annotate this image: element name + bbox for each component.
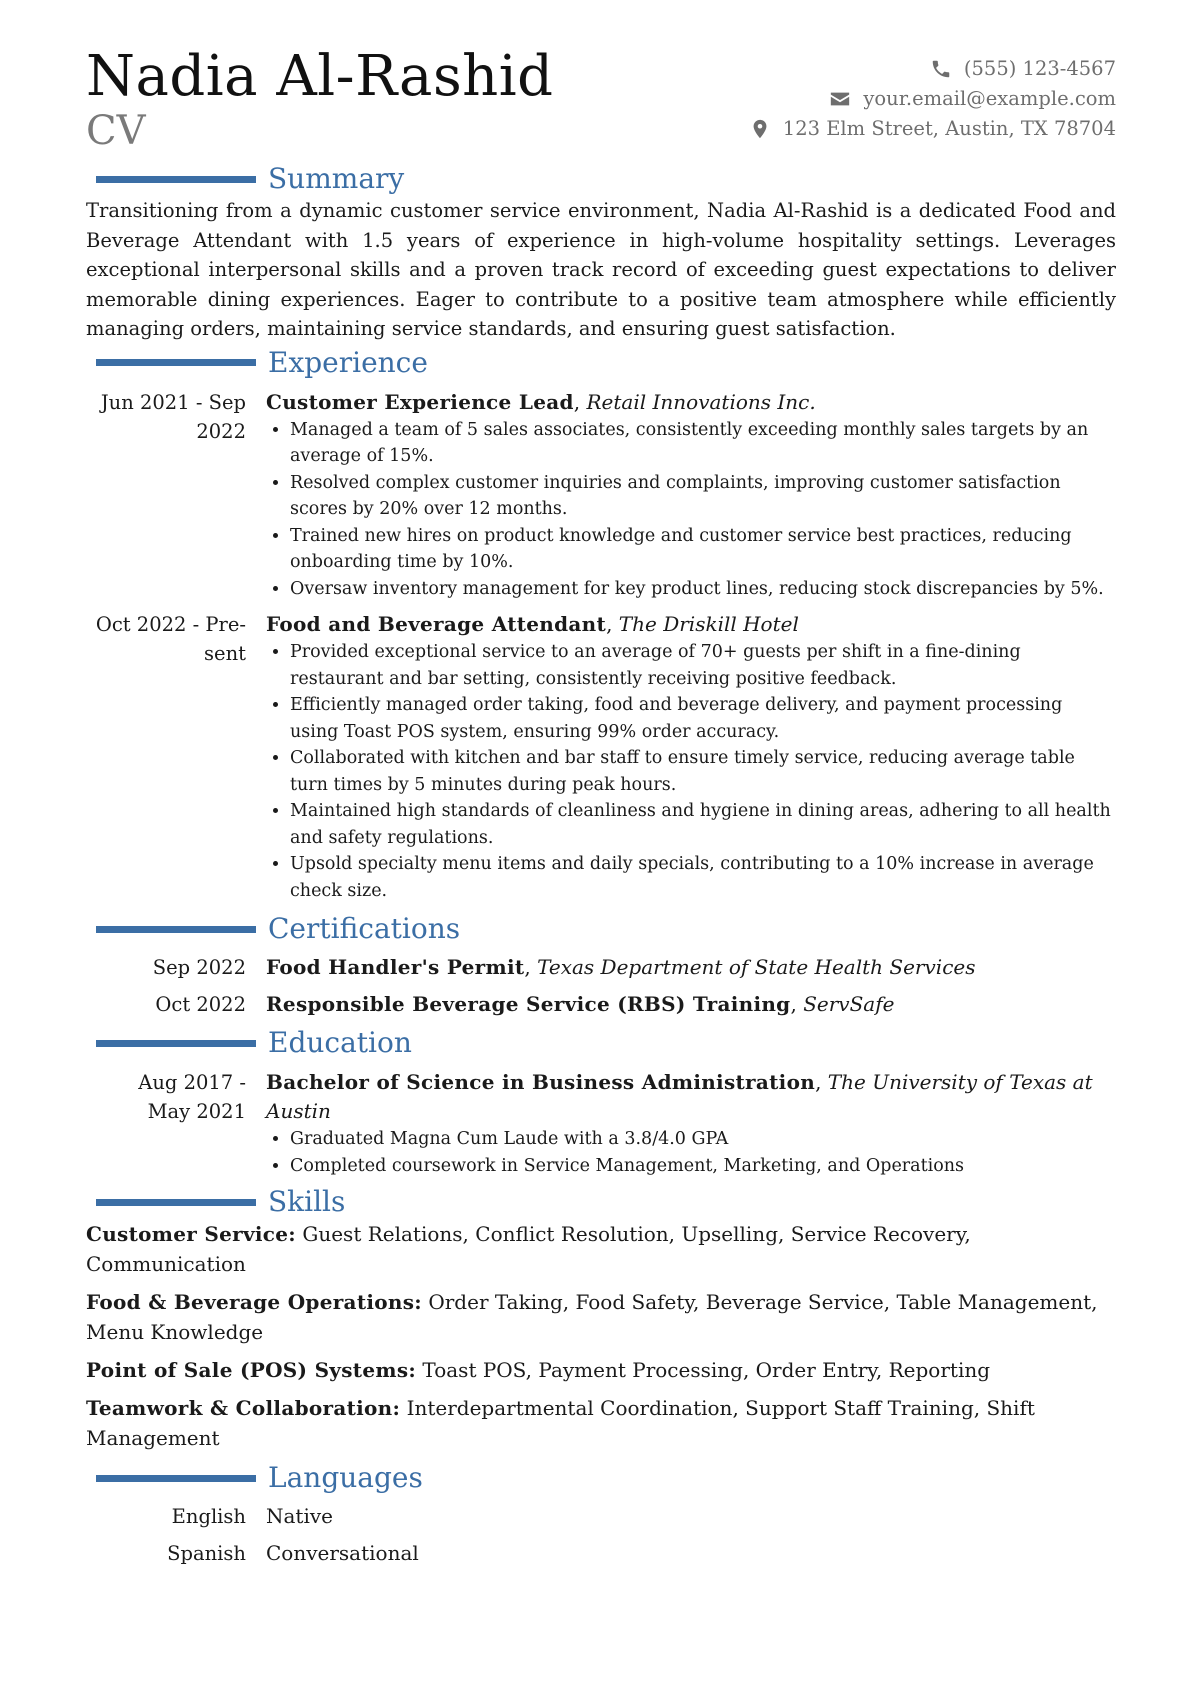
section-education-heading bbox=[86, 1026, 1116, 1060]
cv-header bbox=[86, 46, 1116, 160]
entry-date: Sep 2022 bbox=[152, 956, 246, 979]
section-title: Education bbox=[268, 1026, 412, 1059]
cv-page bbox=[86, 46, 1116, 1569]
certification-entry bbox=[86, 952, 1116, 983]
list-item: • Upsold specialty menu items and daily specials, contributing to a 10% increase in average check size. bbox=[290, 851, 1116, 904]
experience-entry bbox=[86, 610, 1116, 904]
entry-title: Responsible Beverage Service (RBS) Training, ServSafe bbox=[266, 992, 895, 1016]
language-level: Native bbox=[266, 1504, 333, 1528]
contact-block bbox=[749, 54, 1116, 144]
section-divider-bar bbox=[96, 1475, 256, 1482]
contact-phone bbox=[749, 54, 1116, 84]
entry-date bbox=[86, 388, 266, 603]
date-line: May 2021 bbox=[147, 1100, 246, 1123]
skill-row bbox=[86, 1287, 1116, 1347]
section-summary-heading bbox=[86, 162, 1116, 196]
job-role: Customer Experience Lead bbox=[266, 389, 574, 414]
certification-entry bbox=[86, 989, 1116, 1020]
phone-icon bbox=[930, 58, 952, 80]
map-pin-icon bbox=[749, 118, 771, 140]
list-item: • Efficiently managed order taking, food and beverage delivery, and payment processing using Toast POS system, ensuring 99% order accuracy. bbox=[290, 692, 1116, 745]
section-divider-bar bbox=[96, 1199, 256, 1206]
skill-items: Guest Relations, Conflict Resolution, Upselling, Service Recovery, Communication bbox=[86, 1222, 971, 1276]
date-line: Jun 2021 - Sep bbox=[100, 390, 246, 414]
contact-address bbox=[749, 114, 1116, 144]
section-divider-bar bbox=[96, 359, 256, 366]
language-level: Conversational bbox=[266, 1541, 419, 1565]
language-name: English bbox=[171, 1505, 246, 1528]
list-item: • Oversaw inventory management for key product lines, reducing stock discrepancies by 5%. bbox=[290, 576, 1116, 603]
issuer: ServSafe bbox=[803, 992, 895, 1016]
list-item: • Graduated Magna Cum Laude with a 3.8/4.0 GPA bbox=[290, 1126, 1116, 1153]
contact-email bbox=[749, 84, 1116, 114]
list-item: • Completed coursework in Service Management, Marketing, and Operations bbox=[290, 1153, 1116, 1180]
document-subtitle: CV bbox=[86, 108, 146, 154]
bullet-list bbox=[266, 417, 1116, 603]
issuer: Texas Department of State Health Services bbox=[537, 955, 976, 979]
section-title: Certifications bbox=[268, 912, 461, 945]
entry-date bbox=[86, 1068, 266, 1179]
list-item: • Collaborated with kitchen and bar staff to ensure timely service, reducing average table turn times by 5 minutes during peak hours. bbox=[290, 745, 1116, 798]
date-line: sent bbox=[204, 642, 246, 665]
section-experience-heading bbox=[86, 346, 1116, 380]
entry-title: Bachelor of Science in Business Administration, The University of Texas at Austin bbox=[266, 1070, 1093, 1123]
date-line: Aug 2017 - bbox=[138, 1071, 246, 1094]
entry-body bbox=[266, 1068, 1116, 1179]
language-entry bbox=[86, 1538, 1116, 1569]
skill-row bbox=[86, 1393, 1116, 1453]
entry-title: Food and Beverage Attendant, The Driskill Hotel bbox=[266, 612, 799, 636]
skill-items: Toast POS, Payment Processing, Order Entry, Reporting bbox=[422, 1358, 991, 1382]
section-title: Experience bbox=[268, 345, 428, 379]
entry-body bbox=[266, 610, 1116, 904]
employer: The Driskill Hotel bbox=[618, 612, 799, 636]
degree: Bachelor of Science in Business Administration bbox=[266, 1070, 816, 1094]
section-title: Skills bbox=[268, 1185, 346, 1218]
skill-row bbox=[86, 1355, 1116, 1385]
entry-title: Customer Experience Lead, Retail Innovations Inc. bbox=[266, 389, 816, 414]
entry-body bbox=[266, 388, 1116, 603]
email-address[interactable]: your.email@example.com bbox=[863, 87, 1116, 110]
skill-category: Point of Sale (POS) Systems: bbox=[86, 1358, 417, 1382]
language-name: Spanish bbox=[167, 1542, 246, 1565]
section-divider-bar bbox=[96, 926, 256, 933]
phone-number[interactable]: (555) 123-4567 bbox=[963, 57, 1116, 80]
job-role: Food and Beverage Attendant bbox=[266, 612, 607, 636]
skill-category: Teamwork & Collaboration: bbox=[86, 1396, 401, 1420]
skill-category: Food & Beverage Operations: bbox=[86, 1290, 422, 1314]
list-item: • Maintained high standards of cleanliness and hygiene in dining areas, adhering to all health and safety regulations. bbox=[290, 798, 1116, 851]
bullet-list bbox=[266, 639, 1116, 904]
language-entry bbox=[86, 1501, 1116, 1532]
experience-entry bbox=[86, 388, 1116, 603]
list-item: • Resolved complex customer inquiries and complaints, improving customer satisfaction scores by 20% over 12 months. bbox=[290, 470, 1116, 523]
candidate-name: Nadia Al-Rashid bbox=[86, 44, 554, 109]
education-entry bbox=[86, 1068, 1116, 1179]
entry-date bbox=[86, 610, 266, 904]
skill-items: Order Taking, Food Safety, Beverage Service, Table Management, Menu Knowledge bbox=[86, 1290, 1098, 1344]
envelope-icon bbox=[829, 88, 851, 110]
list-item: • Trained new hires on product knowledge and customer service best practices, reducing onboarding time by 10%. bbox=[290, 523, 1116, 576]
section-title: Summary bbox=[268, 162, 405, 195]
certification-title: Food Handler's Permit bbox=[266, 955, 525, 979]
section-divider-bar bbox=[96, 176, 256, 183]
date-line: Oct 2022 - Pre- bbox=[95, 613, 246, 636]
section-skills-heading bbox=[86, 1185, 1116, 1219]
date-line: 2022 bbox=[196, 419, 246, 443]
employer: Retail Innovations Inc. bbox=[586, 389, 816, 414]
skill-items: Interdepartmental Coordination, Support Staff Training, Shift Management bbox=[86, 1396, 1035, 1450]
section-divider-bar bbox=[96, 1040, 256, 1047]
skill-category: Customer Service: bbox=[86, 1222, 296, 1246]
entry-date: Oct 2022 bbox=[155, 993, 246, 1016]
certification-title: Responsible Beverage Service (RBS) Training bbox=[266, 992, 791, 1016]
school: The University of Texas at Austin bbox=[266, 1070, 1093, 1123]
bullet-list bbox=[266, 1126, 1116, 1179]
skill-row bbox=[86, 1219, 1116, 1279]
section-languages-heading bbox=[86, 1461, 1116, 1495]
summary-text: Transitioning from a dynamic customer service environment, Nadia Al-Rashid is a dedicated Food and Beverage Attendant with 1.5 years of experience in high-volume hospitality settings. Leverages exceptional interpersonal skills and a proven track record of exceeding guest expectations to deliver memorable dining experiences. Eager to contribute to a positive team atmosphere while efficiently managing orders, maintaining service standards, and ensuring guest satisfaction. bbox=[86, 199, 1116, 340]
section-certifications-heading bbox=[86, 912, 1116, 946]
postal-address: 123 Elm Street, Austin, TX 78704 bbox=[782, 117, 1116, 140]
list-item: • Provided exceptional service to an average of 70+ guests per shift in a fine-dining restaurant and bar setting, consistently receiving positive feedback. bbox=[290, 639, 1116, 692]
entry-title: Food Handler's Permit, Texas Department of State Health Services bbox=[266, 955, 976, 979]
list-item: • Managed a team of 5 sales associates, consistently exceeding monthly sales targets by an average of 15%. bbox=[290, 417, 1116, 470]
section-title: Languages bbox=[268, 1461, 423, 1494]
